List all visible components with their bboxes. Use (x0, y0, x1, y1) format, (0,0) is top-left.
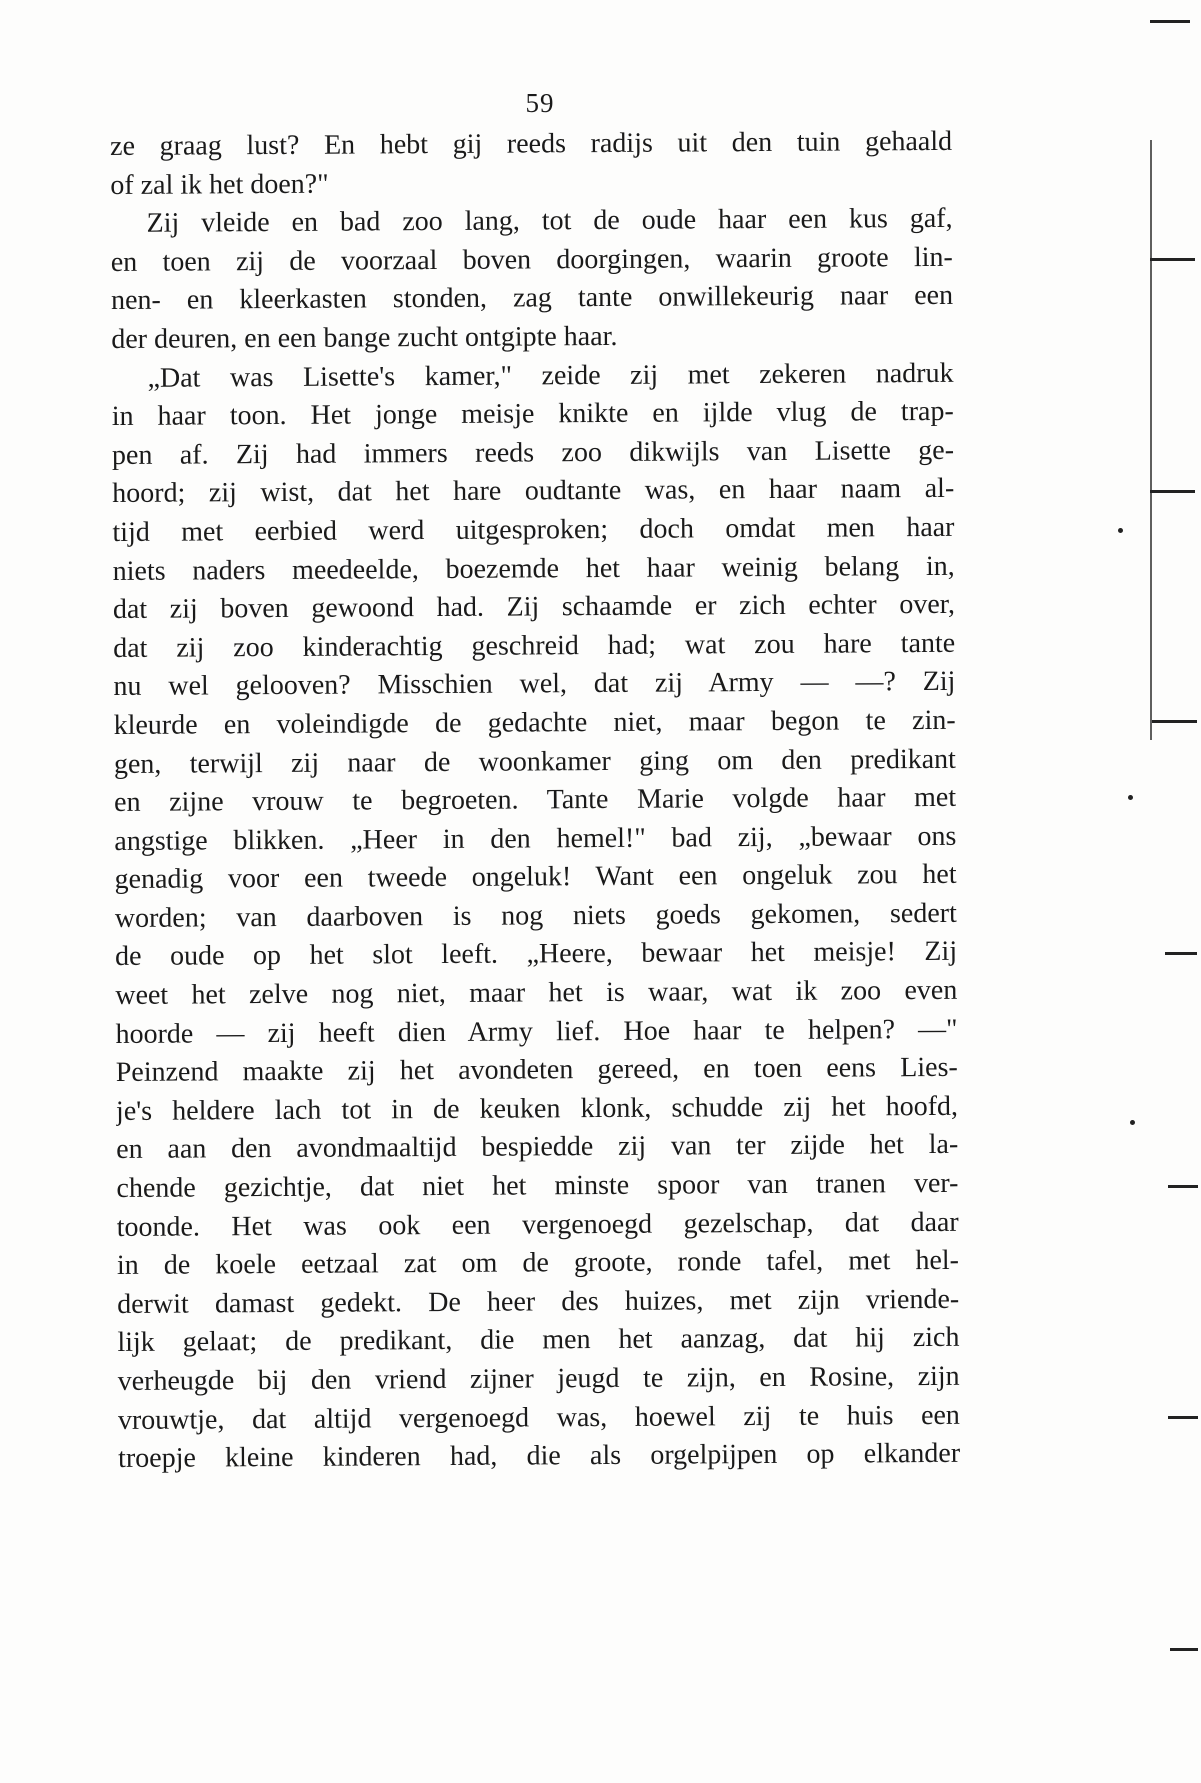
text-line: der deuren, en een bange zucht ontgipte haar. (111, 320, 618, 355)
text-line: chende gezichtje, dat niet het minste spoor van tranen ver- (116, 1167, 959, 1205)
text-line: dat zij zoo kinderachtig geschreid had; wat zou hare tante (113, 627, 956, 664)
text-line: Peinzend maakte zij het avondeten gereed, en toen eens Lies- (115, 1052, 958, 1089)
page-number: 59 (525, 88, 555, 118)
text-line: niets naders meedeelde, boezemde het haar weinig belang in, (112, 550, 955, 587)
text-line: kleurde en voleindigde de gedachte niet, maar begon te zin- (113, 704, 956, 741)
text-line: tijd met eerbied werd uitgesproken; doch omdat men haar (112, 511, 955, 548)
text-line: de oude op het slot leeft. „Heere, bewaar het meisje! Zij (114, 936, 958, 973)
scan-margin-mark (1170, 1648, 1198, 1651)
text-line: Zij vleide en bad zoo lang, tot de oude haar een kus gaf, (146, 203, 953, 239)
text-line: nen- en kleerkasten stonden, zag tante onwillekeurig naar een (110, 280, 954, 317)
text-line: en aan den avondmaaltijd bespiedde zij van ter zijde het la- (116, 1129, 959, 1166)
text-line: „Dat was Lisette's kamer," zeide zij met zekeren nadruk (147, 357, 954, 394)
text-line: toonde. Het was ook een vergenoegd gezelschap, dat daar (116, 1206, 959, 1243)
text-line: in de koele eetzaal zat om de groote, ronde tafel, met hel- (116, 1245, 960, 1282)
text-line: gen, terwijl zij naar de woonkamer ging om den predikant (113, 743, 956, 780)
body-text (110, 123, 960, 1479)
text-line: worden; van daarboven is nog niets goeds gekomen, sedert (114, 897, 957, 934)
scan-margin-mark (1152, 720, 1197, 723)
text-line: genadig voor een tweede ongeluk! Want een ongeluk zou het (114, 859, 957, 896)
text-line: nu wel gelooven? Misschien wel, dat zij Army — —? Zij (113, 666, 956, 703)
scan-margin-rule (1150, 140, 1152, 740)
text-line: troepje kleine kinderen had, die als orgelpijpen op elkander (118, 1438, 961, 1475)
scan-margin-mark (1168, 1185, 1198, 1188)
text-line: dat zij boven gewoond had. Zij schaamde er zich echter over, (112, 588, 956, 626)
scan-margin-dot (1128, 795, 1133, 800)
text-line: in haar toon. Het jonge meisje knikte en ijlde vlug de trap- (111, 396, 954, 433)
scan-margin-mark (1150, 490, 1195, 493)
text-line: je's heldere lach tot in de keuken klonk, schudde zij het hoofd, (115, 1090, 959, 1127)
text-line: weet het zelve nog niet, maar het is waar, wat ik zoo even (115, 974, 958, 1012)
text-line: pen af. Zij had immers reeds zoo dikwijls van Lisette ge- (111, 434, 955, 471)
text-line: en toen zij de voorzaal boven doorgingen, waarin groote lin- (110, 241, 953, 278)
scan-margin-mark (1150, 258, 1195, 261)
scan-margin-dot (1130, 1120, 1135, 1125)
scan-margin-mark (1165, 952, 1197, 955)
text-line: derwit damast gedekt. De heer des huizes, met zijn vriende- (117, 1283, 960, 1320)
scan-margin-mark (1150, 20, 1190, 23)
text-line: vrouwtje, dat altijd vergenoegd was, hoewel zij te huis een (117, 1399, 960, 1436)
scan-margin-dot (1118, 528, 1123, 533)
text-line: ze graag lust? En hebt gij reeds radijs uit den tuin gehaald (110, 125, 953, 162)
scan-margin-mark (1168, 1416, 1198, 1419)
text-line: hoorde — zij heeft dien Army lief. Hoe haar te helpen? —" (115, 1013, 958, 1050)
text-line: verheugde bij den vriend zijner jeugd te zijn, en Rosine, zijn (117, 1360, 960, 1397)
text-line: en zijne vrouw te begroeten. Tante Marie volgde haar met (114, 781, 957, 819)
text-line: angstige blikken. „Heer in den hemel!" bad zij, „bewaar ons (114, 820, 957, 857)
text-line: hoord; zij wist, dat het hare oudtante was, en haar naam al- (112, 473, 955, 510)
text-line: of zal ik het doen?" (110, 168, 329, 201)
text-line: lijk gelaat; de predikant, die men het aanzag, dat hij zich (117, 1322, 960, 1359)
